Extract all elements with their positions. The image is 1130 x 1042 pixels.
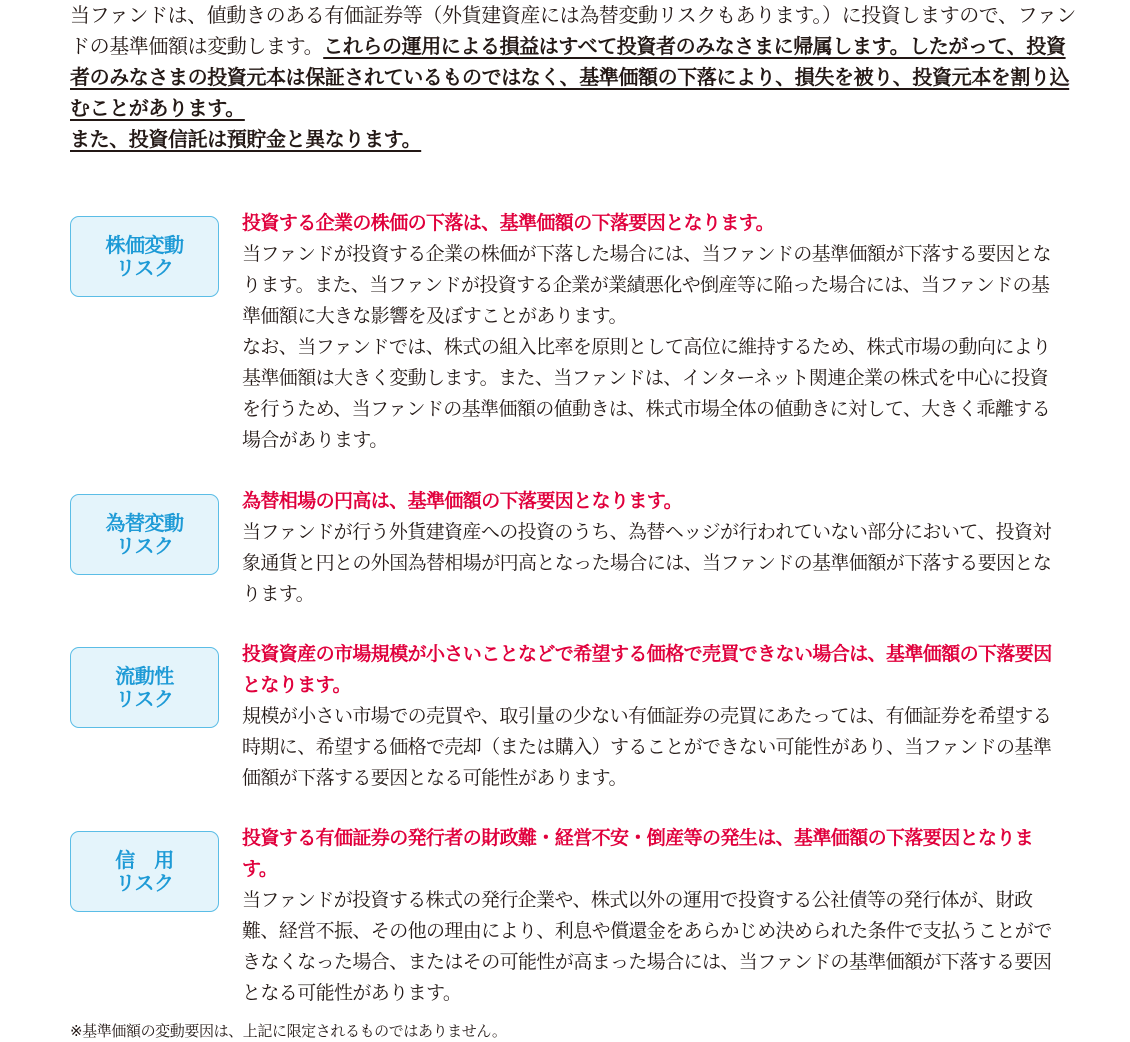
- risk-headline: 投資する企業の株価の下落は、基準価額の下落要因となります。: [242, 212, 775, 234]
- risk-label-line1: 流動性: [115, 663, 174, 688]
- risk-label-line2: リスク: [115, 870, 174, 895]
- risk-label-line2: リスク: [115, 686, 174, 711]
- risk-headline: 為替相場の円高は、基準価額の下落要因となります。: [242, 490, 683, 512]
- risk-label-badge: [70, 216, 219, 297]
- risk-description: [242, 643, 1064, 794]
- risk-description: [242, 212, 1064, 456]
- risk-headline: 投資する有価証券の発行者の財政難・経営不安・倒産等の発生は、基準価額の下落要因となります。: [242, 827, 1034, 880]
- risk-paragraph: なお、当ファンドでは、株式の組入比率を原則として高位に維持するため、株式市場の動向により基準価額は大きく変動します。また、当ファンドは、インターネット関連企業の株式を中心に投資を行うため、当ファンドの基準価額の値動きは、株式市場全体の値動きに対して、大きく乖離する場合があります。: [242, 336, 1051, 451]
- risk-label-line1: 為替変動: [105, 510, 184, 535]
- risk-label-line2: リスク: [115, 533, 174, 558]
- footnote: ※基準価額の変動要因は、上記に限定されるものではありません。: [70, 1022, 507, 1040]
- risk-label-badge: [70, 647, 219, 728]
- risk-description: [242, 827, 1064, 1009]
- risk-paragraph: 規模が小さい市場での売買や、取引量の少ない有価証券の売買にあたっては、有価証券を希望する時期に、希望する価格で売却（または購入）することができない可能性があり、当ファンドの基準価額が下落する要因となる可能性があります。: [242, 705, 1052, 789]
- risk-headline: 投資資産の市場規模が小さいことなどで希望する価格で売買できない場合は、基準価額の下落要因となります。: [242, 643, 1052, 696]
- risk-label-badge: [70, 831, 219, 912]
- risk-paragraph: 当ファンドが投資する株式の発行企業や、株式以外の運用で投資する公社債等の発行体が、財政難、経営不振、その他の理由により、利息や償還金をあらかじめ決められた条件で支払うことができなくなった場合、またはその可能性が高まった場合には、当ファンドの基準価額が下落する要因となる可能性があります。: [242, 889, 1052, 1004]
- intro-plain-text: 当ファンドは、値動きのある有価証券等（外貨建資産には為替変動リスクもあります。）に投資しますので、ファンドの基準価額は変動します。: [70, 3, 1076, 58]
- intro-emphasis-text: これらの運用による損益はすべて投資者のみなさまに帰属します。したがって、投資者のみなさまの投資元本は保証されているものではなく、基準価額の下落により、損失を被り、投資元本を割り込むことがあります。: [70, 34, 1070, 120]
- intro-paragraph: [70, 0, 1080, 155]
- risk-label-badge: [70, 494, 219, 575]
- risk-label-line2: リスク: [115, 255, 174, 280]
- intro-deposit-note: また、投資信託は預貯金と異なります。: [70, 127, 422, 151]
- risk-description: [242, 490, 1064, 610]
- risk-label-line1: 信 用: [115, 847, 174, 872]
- risk-label-line1: 株価変動: [105, 232, 184, 257]
- risk-paragraph: 当ファンドが投資する企業の株価が下落した場合には、当ファンドの基準価額が下落する要因となります。また、当ファンドが投資する企業が業績悪化や倒産等に陥った場合には、当ファンドの基準価額に大きな影響を及ぼすことがあります。: [242, 243, 1051, 327]
- risk-paragraph: 当ファンドが行う外貨建資産への投資のうち、為替ヘッジが行われていない部分において、投資対象通貨と円との外国為替相場が円高となった場合には、当ファンドの基準価額が下落する要因となります。: [242, 521, 1052, 605]
